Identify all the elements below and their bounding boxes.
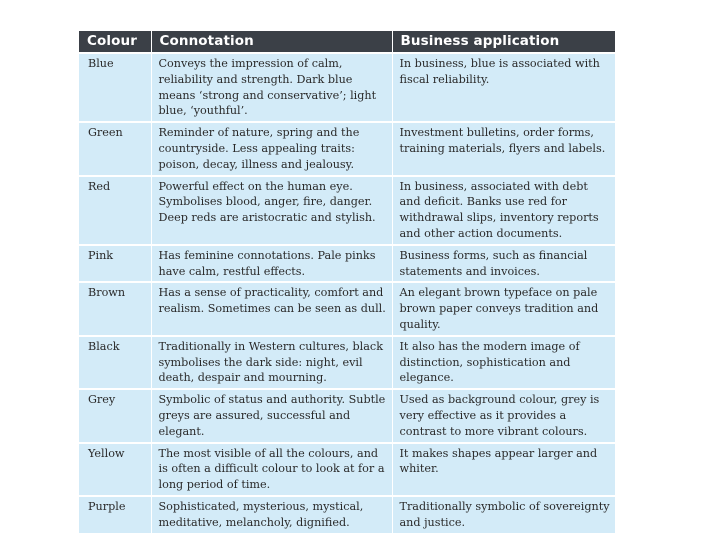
business-cell: Investment bulletins, order forms, training materials, flyers and labels.	[392, 122, 615, 175]
table-header-row	[79, 31, 615, 53]
connotation-cell: Traditionally in Western cultures, black symbolises the dark side: night, evil death, despair and mourning.	[151, 336, 392, 389]
header-connotation: Connotation	[151, 31, 392, 53]
colour-meaning-table	[79, 31, 615, 533]
connotation-cell: Has feminine connotations. Pale pinks have calm, restful effects.	[151, 245, 392, 283]
colour-meaning-table-container	[79, 31, 615, 529]
business-cell: It also has the modern image of distinction, sophistication and elegance.	[392, 336, 615, 389]
connotation-cell: Symbolic of status and authority. Subtle greys are assured, successful and elegant.	[151, 389, 392, 442]
connotation-cell: Conveys the impression of calm, reliability and strength. Dark blue means ‘strong and conservative’; light blue, ‘youthful’.	[151, 53, 392, 122]
connotation-cell: Has a sense of practicality, comfort and realism. Sometimes can be seen as dull.	[151, 282, 392, 335]
connotation-cell: Sophisticated, mysterious, mystical, meditative, melancholy, dignified.	[151, 496, 392, 533]
colour-cell: Red	[79, 176, 151, 245]
connotation-cell: Reminder of nature, spring and the countryside. Less appealing traits: poison, decay, illness and jealousy.	[151, 122, 392, 175]
table-row	[79, 443, 615, 496]
table-row	[79, 122, 615, 175]
colour-cell: Brown	[79, 282, 151, 335]
business-cell: In business, associated with debt and deficit. Banks use red for withdrawal slips, inventory reports and other action documents.	[392, 176, 615, 245]
table-row	[79, 389, 615, 442]
colour-cell: Black	[79, 336, 151, 389]
table-row	[79, 245, 615, 283]
table-row	[79, 53, 615, 122]
table-row	[79, 282, 615, 335]
table-row	[79, 496, 615, 533]
business-cell: In business, blue is associated with fiscal reliability.	[392, 53, 615, 122]
table-row	[79, 336, 615, 389]
business-cell: It makes shapes appear larger and whiter.	[392, 443, 615, 496]
connotation-cell: Powerful effect on the human eye. Symbolises blood, anger, fire, danger. Deep reds are aristocratic and stylish.	[151, 176, 392, 245]
colour-cell: Purple	[79, 496, 151, 533]
business-cell: Business forms, such as financial statements and invoices.	[392, 245, 615, 283]
connotation-cell: The most visible of all the colours, and is often a difficult colour to look at for a long period of time.	[151, 443, 392, 496]
business-cell: An elegant brown typeface on pale brown paper conveys tradition and quality.	[392, 282, 615, 335]
colour-cell: Yellow	[79, 443, 151, 496]
colour-cell: Green	[79, 122, 151, 175]
business-cell: Traditionally symbolic of sovereignty and justice.	[392, 496, 615, 533]
header-colour: Colour	[79, 31, 151, 53]
header-business-application: Business application	[392, 31, 615, 53]
colour-cell: Grey	[79, 389, 151, 442]
colour-cell: Pink	[79, 245, 151, 283]
table-row	[79, 176, 615, 245]
colour-cell: Blue	[79, 53, 151, 122]
business-cell: Used as background colour, grey is very effective as it provides a contrast to more vibrant colours.	[392, 389, 615, 442]
